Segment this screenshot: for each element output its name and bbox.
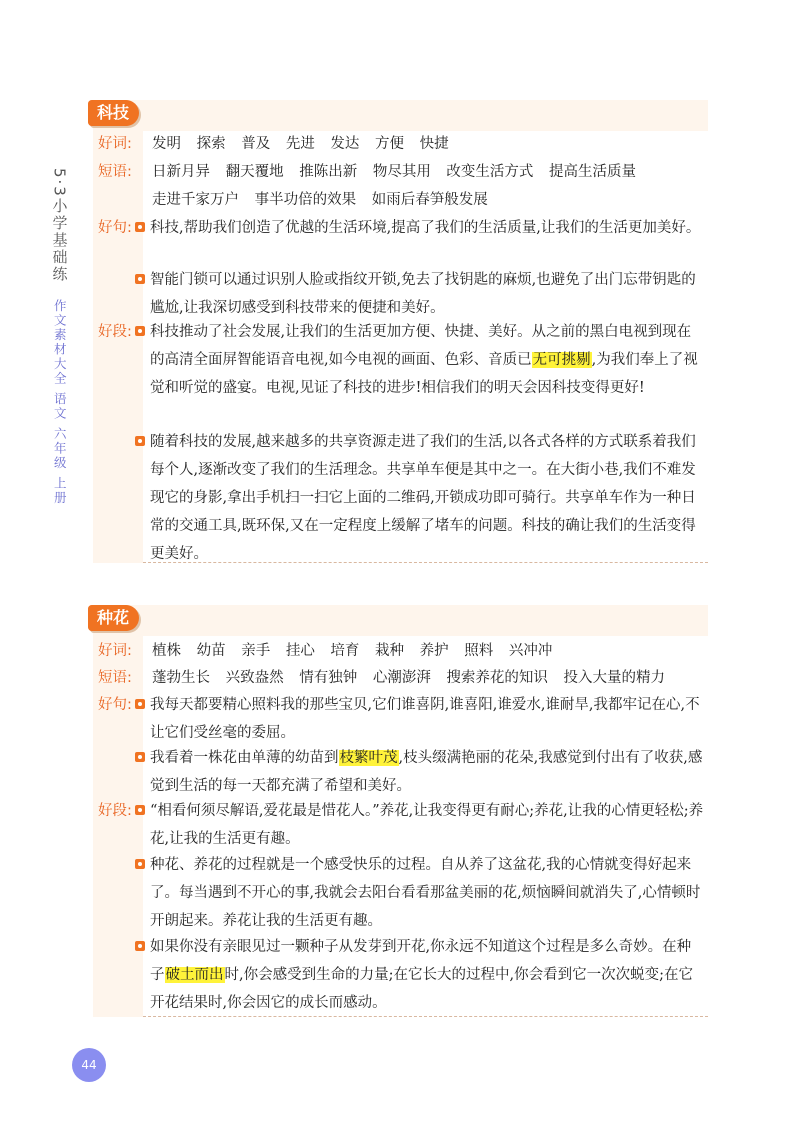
label-good-words: 好词: [98, 136, 132, 152]
flowers-sentence-1: 我每天都要精心照料我的那些宝贝,它们谁喜阴,谁喜阳,谁爱水,谁耐旱,我都牢记在心,不让它们受丝毫的委屈。 [150, 691, 705, 747]
highlighted-phrase: 枝繁叶茂 [339, 750, 398, 766]
bullet-icon [135, 699, 145, 709]
page-number: 44 [72, 1048, 106, 1082]
label-good-sentences: 好句: [98, 697, 132, 713]
bullet-icon [135, 274, 145, 284]
flowers-words: 植株 幼苗 亲手 挂心 培育 栽种 养护 照料 兴冲冲 [152, 643, 553, 659]
highlighted-phrase: 无可挑剔 [532, 352, 591, 368]
bullet-icon [135, 326, 145, 336]
label-phrases: 短语: [98, 670, 132, 686]
flowers-paragraph-1: “相看何须尽解语,爱花最是惜花人。”养花,让我变得更有耐心;养花,让我的心情更轻松;养花,让我的生活更有趣。 [150, 797, 705, 853]
science-paragraph-1: 科技推动了社会发展,让我们的生活更加方便、快捷、美好。从之前的黑白电视到现在的高清全面屏智能语音电视,如今电视的画面、色彩、音质已无可挑剔,为我们奉上了视觉和听觉的盛宴。电视,见证了科技的进步!相信我们的明天会因科技变得更好! [150, 318, 705, 402]
bullet-icon [135, 859, 145, 869]
flowers-paragraph-3: 如果你没有亲眼见过一颗种子从发芽到开花,你永远不知道这个过程是多么奇妙。在种子破土而出时,你会感受到生命的力量;在它长大的过程中,你会看到它一次次蜕变;在它开花结果时,你会因它的成长而感动。 [150, 933, 705, 1017]
book-series-title: 5·3小学基础练 [50, 168, 69, 283]
flowers-sentence-2: 我看着一株花由单薄的幼苗到枝繁叶茂,枝头缀满艳丽的花朵,我感觉到付出有了收获,感觉到生活的每一天都充满了希望和美好。 [150, 744, 705, 800]
bullet-icon [135, 752, 145, 762]
bullet-icon [135, 805, 145, 815]
label-good-paragraphs: 好段: [98, 803, 132, 819]
section-title: 科技 [88, 100, 139, 126]
bullet-icon [135, 436, 145, 446]
label-good-words: 好词: [98, 643, 132, 659]
science-paragraph-2: 随着科技的发展,越来越多的共享资源走进了我们的生活,以各式各样的方式联系着我们每个人,逐渐改变了我们的生活理念。共享单车便是其中之一。在大街小巷,我们不难发现它的身影,拿出手机扫一扫它上面的二维码,开锁成功即可骑行。共享单车作为一种日常的交通工具,既环保,又在一定程度上缓解了堵车的问题。科技的确让我们的生活变得更美好。 [150, 428, 705, 568]
science-sentence-2: 智能门锁可以通过识别人脸或指纹开锁,免去了找钥匙的麻烦,也避免了出门忘带钥匙的尴尬,让我深切感受到科技带来的便捷和美好。 [150, 266, 705, 322]
science-sentence-1: 科技,帮助我们创造了优越的生活环境,提高了我们的生活质量,让我们的生活更加美好。 [150, 214, 705, 242]
flowers-phrases: 蓬勃生长 兴致盎然 情有独钟 心潮澎湃 搜索养花的知识 投入大量的精力 [152, 670, 666, 686]
science-phrases-line1: 日新月异 翻天覆地 推陈出新 物尽其用 改变生活方式 提高生活质量 [152, 164, 637, 180]
sidebar [46, 168, 72, 505]
highlighted-phrase: 破土而出 [165, 967, 224, 983]
flowers-paragraph-2: 种花、养花的过程就是一个感受快乐的过程。自从养了这盆花,我的心情就变得好起来了。每当遇到不开心的事,我就会去阳台看看那盆美丽的花,烦恼瞬间就消失了,心情顿时开朗起来。养花让我的生活更有趣。 [150, 851, 705, 935]
science-words: 发明 探索 普及 先进 发达 方便 快捷 [152, 136, 449, 152]
bullet-icon [135, 222, 145, 232]
section-title: 种花 [88, 605, 139, 631]
label-good-sentences: 好句: [98, 220, 132, 236]
bullet-icon [135, 941, 145, 951]
science-phrases-line2: 走进千家万户 事半功倍的效果 如雨后春笋般发展 [152, 192, 488, 208]
book-subtitle: 作文素材大全 语文 六年级 上册 [52, 298, 68, 506]
label-good-paragraphs: 好段: [98, 324, 132, 340]
label-phrases: 短语: [98, 164, 132, 180]
